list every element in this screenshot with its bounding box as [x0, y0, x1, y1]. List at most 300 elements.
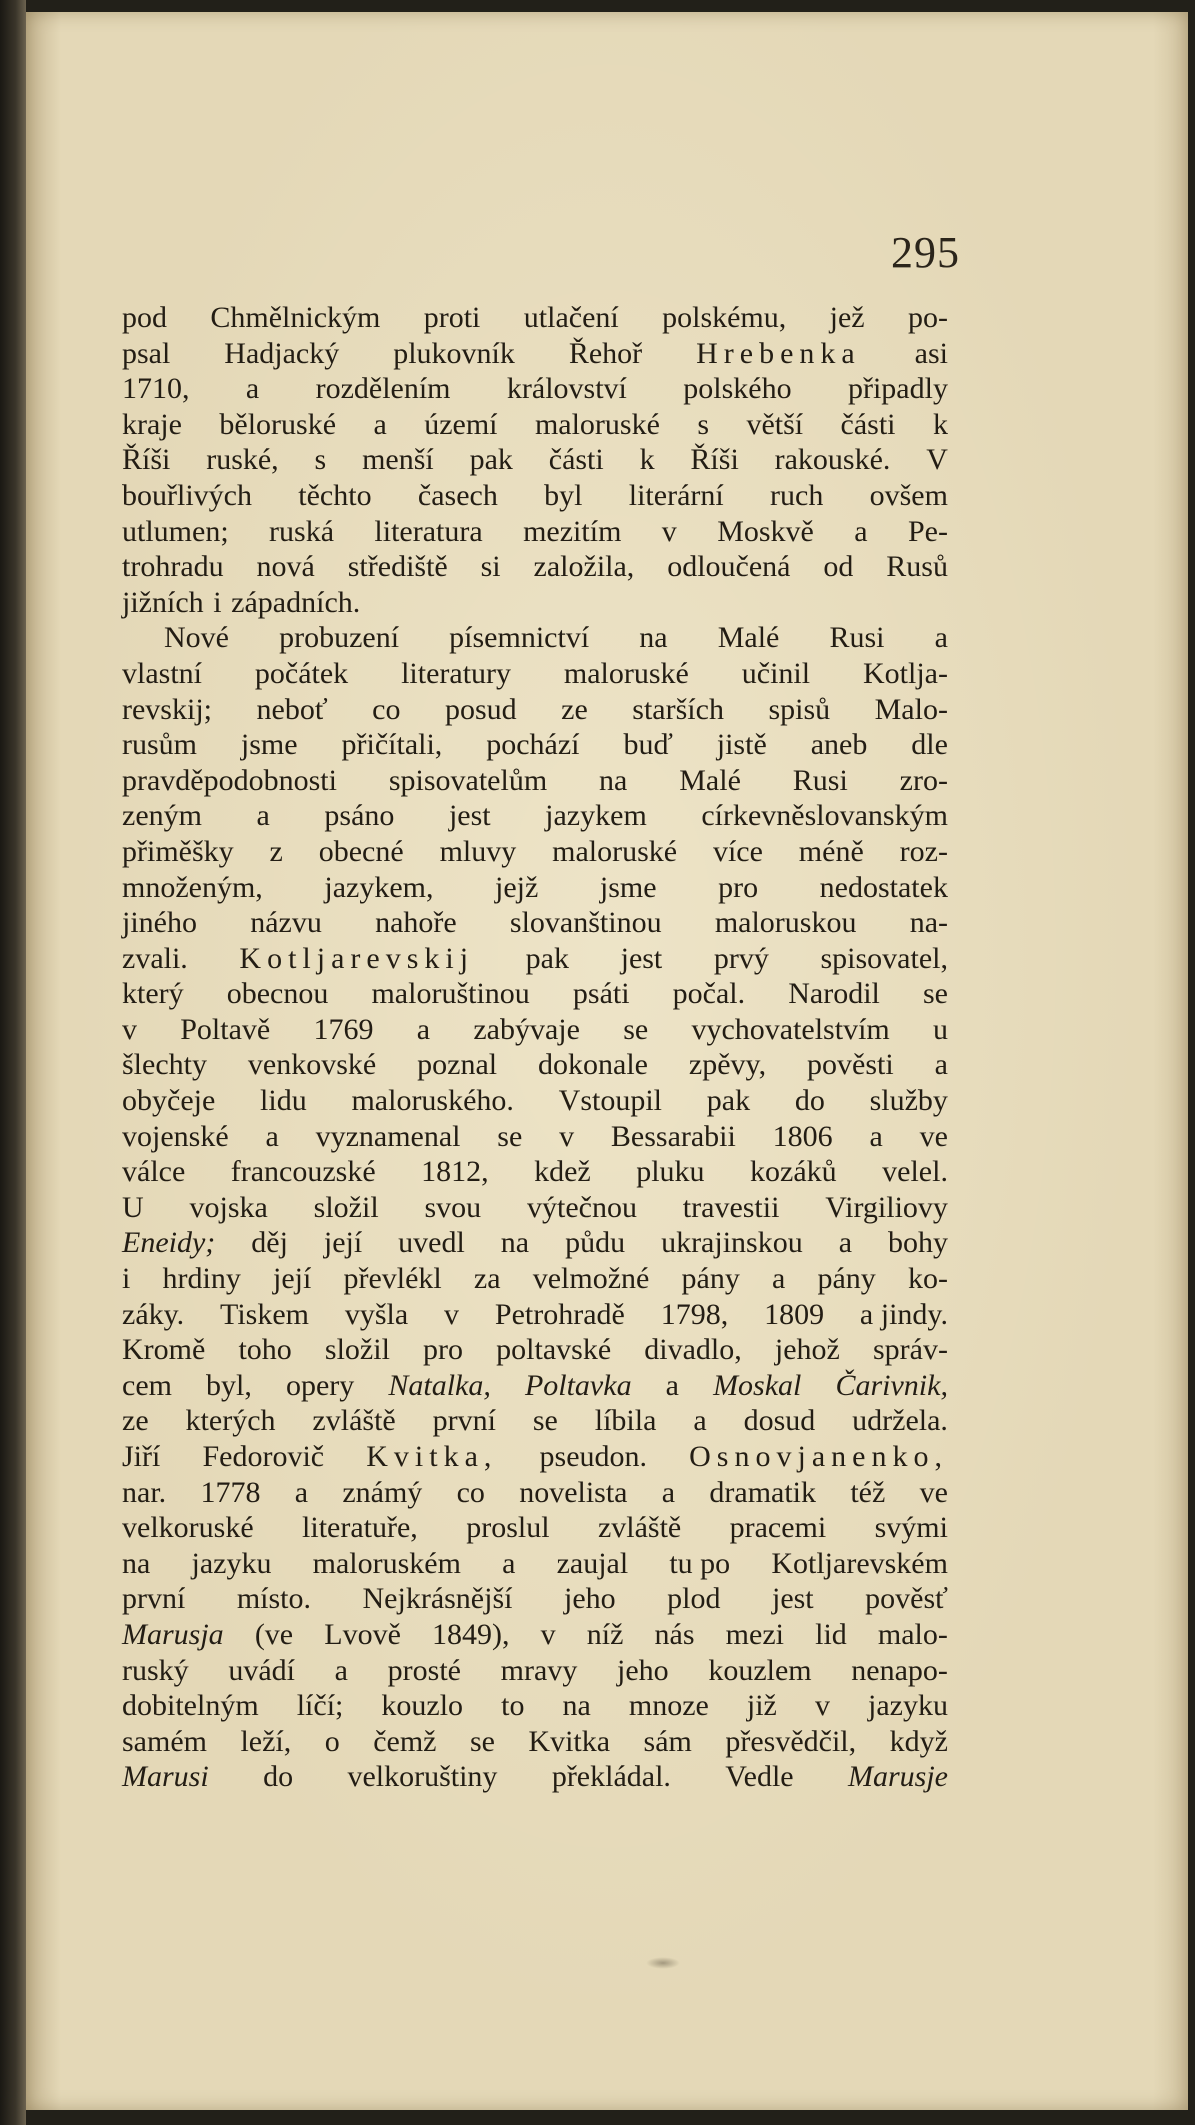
word: pochází — [486, 728, 580, 762]
word: polského — [683, 372, 792, 406]
word: líčí; — [296, 1689, 344, 1723]
word: svou — [424, 1190, 482, 1224]
text-line — [122, 1653, 948, 1689]
word: 1849), — [432, 1617, 510, 1651]
word: zvali. — [122, 941, 188, 975]
word: a — [665, 1368, 679, 1402]
text-line — [122, 798, 948, 834]
word: Vstoupil — [558, 1084, 663, 1118]
word: k — [932, 407, 948, 441]
word: travestii — [682, 1190, 780, 1224]
word: utlačení — [523, 301, 619, 334]
word: v — [540, 1617, 556, 1651]
word: počal. — [672, 977, 746, 1011]
word: Petrohradě — [494, 1297, 625, 1331]
word: velkoruské — [122, 1511, 254, 1545]
word: její — [323, 1226, 363, 1260]
spaced-name-word: Kotljarevskij — [239, 941, 475, 975]
word: literární — [628, 478, 724, 512]
italic-title-word: Marusje — [847, 1760, 948, 1794]
word: maloruské — [563, 656, 689, 690]
italic-title-word: Eneidy; — [122, 1226, 216, 1260]
word: mravy — [500, 1653, 578, 1687]
word: a — [245, 372, 260, 406]
word: lidu — [260, 1084, 307, 1118]
word: pro — [718, 870, 759, 904]
word: jižních — [122, 585, 204, 619]
word: kouzlem — [708, 1653, 812, 1687]
word: venkovské — [247, 1048, 377, 1082]
word: území — [424, 407, 498, 441]
word: a — [693, 1404, 707, 1438]
word: na — [500, 1226, 530, 1260]
word: proslul — [466, 1511, 550, 1545]
word: na — [599, 763, 628, 797]
text-line — [122, 1546, 948, 1582]
word: jež — [829, 301, 865, 334]
word: dle — [911, 728, 948, 762]
word: pro — [423, 1333, 464, 1367]
word: s — [314, 443, 327, 477]
word: Říši — [122, 443, 171, 477]
text-line — [122, 371, 948, 407]
word: maloruské — [534, 407, 660, 441]
word: pověsti — [807, 1048, 894, 1082]
word: bohy — [887, 1226, 948, 1260]
word: rakouské. — [774, 443, 891, 477]
word: jest — [448, 799, 491, 833]
word: méně — [798, 834, 864, 868]
word: novelista — [519, 1475, 628, 1509]
word: výtečnou — [527, 1190, 637, 1224]
word: rozdělením — [315, 372, 451, 406]
word: místo. — [236, 1582, 312, 1616]
word: maloruskou — [714, 906, 857, 940]
word: Kotljarevském — [771, 1546, 948, 1580]
word: i — [213, 585, 222, 619]
word: ve — [919, 1475, 948, 1509]
word: Pe- — [907, 514, 948, 548]
word: Kromě — [122, 1333, 206, 1367]
text-line — [122, 478, 948, 514]
text-line — [122, 1012, 948, 1048]
word: ovšem — [869, 478, 948, 512]
word: jazykem — [545, 799, 647, 833]
text-line — [122, 1332, 948, 1368]
paper-smudge — [646, 1957, 680, 1969]
word: Malé — [679, 763, 741, 797]
word: leží, — [240, 1724, 292, 1758]
word: a — [854, 514, 868, 548]
word: malo- — [877, 1617, 948, 1651]
word: těchto — [298, 478, 372, 512]
word: psal — [122, 336, 171, 370]
word: jejž — [495, 870, 539, 904]
word: dramatik — [709, 1475, 817, 1509]
word: ve — [919, 1119, 948, 1153]
page-text-body — [122, 300, 948, 1795]
word: líbila — [594, 1404, 657, 1438]
word: mnoze — [628, 1689, 709, 1723]
word: království — [506, 372, 627, 406]
word: vojenské — [122, 1119, 229, 1153]
text-line — [122, 1368, 948, 1404]
text-line — [122, 300, 948, 336]
word: a — [373, 407, 387, 441]
word: na- — [909, 906, 948, 940]
word: dosud — [743, 1404, 816, 1438]
word: literatuře, — [302, 1511, 418, 1545]
word: obyčeje — [122, 1084, 216, 1118]
word: a — [934, 1048, 948, 1082]
spaced-name-word: Osnovjanenko, — [689, 1440, 948, 1473]
word: přičítali, — [341, 728, 443, 762]
italic-title-word: Poltavka — [524, 1368, 632, 1402]
word: u — [932, 1012, 948, 1046]
word: maloruského. — [351, 1084, 514, 1118]
word: a — [934, 621, 948, 655]
word: části — [840, 407, 896, 441]
word: pracemi — [729, 1511, 827, 1545]
word: Malo- — [874, 692, 948, 726]
text-line — [122, 1154, 948, 1190]
word: ze — [561, 692, 588, 726]
word: jeho — [563, 1582, 616, 1616]
word: z — [269, 834, 283, 868]
word: Tiskem — [220, 1297, 309, 1331]
text-line — [122, 620, 948, 656]
word: opery — [285, 1368, 355, 1402]
word: Nejkrásnější — [362, 1582, 513, 1616]
word: rusům — [122, 728, 197, 762]
text-line — [122, 941, 948, 977]
word: pod — [122, 301, 167, 334]
word: v — [814, 1689, 830, 1723]
word: střediště — [347, 550, 448, 584]
text-line — [122, 1225, 948, 1261]
word: množeným, — [122, 870, 263, 904]
word: Moskvě — [717, 514, 814, 548]
word: jazyku — [867, 1689, 948, 1723]
word: a jindy. — [859, 1297, 948, 1331]
word: služby — [869, 1084, 948, 1118]
word: již — [746, 1689, 777, 1723]
text-line — [122, 1047, 948, 1083]
word: Rusů — [886, 550, 948, 584]
italic-title-word: Natalka, — [388, 1368, 491, 1402]
word: dobitelným — [122, 1689, 259, 1723]
word: počátek — [254, 656, 349, 690]
word: sám — [643, 1724, 692, 1758]
word: a — [502, 1546, 516, 1580]
word: když — [889, 1724, 948, 1758]
text-line — [122, 870, 948, 906]
page-number: 295 — [891, 228, 960, 277]
word: plod — [667, 1582, 721, 1616]
word: a — [771, 1262, 786, 1296]
text-line — [122, 1475, 948, 1511]
word: vojska — [189, 1190, 268, 1224]
word: válce — [122, 1155, 186, 1189]
word: divadlo, — [644, 1333, 742, 1367]
word: Říši — [690, 443, 739, 477]
word: polskému, — [662, 301, 787, 334]
word: udržela. — [852, 1404, 948, 1438]
word: mezi — [725, 1617, 784, 1651]
word: ruch — [770, 478, 824, 512]
word: části — [548, 443, 604, 477]
word: psáno — [324, 799, 395, 833]
word: vyšla — [344, 1297, 409, 1331]
word: proti — [423, 301, 481, 334]
word: Vedle — [725, 1760, 794, 1794]
word: a — [294, 1475, 309, 1509]
word: pseudon. — [539, 1440, 648, 1473]
word: Lvově — [324, 1617, 401, 1651]
word: pak — [525, 941, 569, 975]
word: tu po — [669, 1546, 731, 1580]
word: zeným — [122, 799, 202, 833]
word: založila, — [533, 550, 635, 584]
word: Bessarabii — [610, 1119, 736, 1153]
word: pravděpodobnosti — [122, 763, 337, 797]
word: níž — [586, 1617, 624, 1651]
word: lid — [815, 1617, 847, 1651]
word: i — [122, 1262, 131, 1296]
word: v — [122, 1012, 137, 1046]
word: nová — [256, 550, 315, 584]
word: do — [794, 1084, 825, 1118]
word: maloruském — [312, 1546, 461, 1580]
word: plukovník — [393, 336, 515, 370]
word: nar. — [122, 1475, 167, 1509]
word: západních. — [231, 585, 361, 619]
word: Chmělnickým — [210, 301, 381, 334]
word: utlumen; — [122, 514, 229, 548]
word: roz- — [899, 834, 948, 868]
word: svými — [874, 1511, 948, 1545]
word: na — [639, 621, 668, 655]
word: učinil — [741, 656, 811, 690]
word: 1769 — [313, 1012, 374, 1046]
word: též — [850, 1475, 886, 1509]
text-line — [122, 1119, 948, 1155]
word: ko- — [907, 1262, 948, 1296]
word: prosté — [387, 1653, 461, 1687]
word: kdež — [534, 1155, 591, 1189]
word: který — [122, 977, 184, 1011]
word: se — [532, 1404, 558, 1438]
word: maloruštinou — [371, 977, 530, 1011]
word: aneb — [810, 728, 868, 762]
word: časech — [417, 478, 498, 512]
word: jistě — [716, 728, 767, 762]
word: Kotlja- — [862, 656, 948, 690]
word: kraje — [122, 407, 182, 441]
text-line — [122, 1261, 948, 1297]
word: samém — [122, 1724, 207, 1758]
word: jiného — [122, 906, 197, 940]
word: literatura — [374, 514, 483, 548]
word: pány — [681, 1262, 740, 1296]
word: a — [838, 1226, 853, 1260]
word: nedostatek — [819, 870, 948, 904]
word: spisovatel, — [820, 941, 948, 975]
spaced-name-word: Hrebenka — [696, 336, 861, 370]
word: v — [661, 514, 677, 548]
word: asi — [914, 336, 948, 370]
word: nás — [654, 1617, 695, 1651]
word: přiměšky — [122, 834, 234, 868]
word: její — [272, 1262, 312, 1296]
italic-title-word: Moskal — [713, 1368, 802, 1402]
word: spisů — [768, 692, 831, 726]
text-line — [122, 656, 948, 692]
word: v — [559, 1119, 575, 1153]
spaced-name-word: Kvitka, — [366, 1440, 498, 1473]
word: 1798, — [660, 1297, 729, 1331]
word: ruská — [269, 514, 335, 548]
text-line — [122, 585, 948, 621]
word: Poltavě — [180, 1012, 271, 1046]
word: literatury — [401, 656, 512, 690]
word: ruské, — [206, 443, 279, 477]
word: menší — [362, 443, 434, 477]
word: pak — [706, 1084, 751, 1118]
text-line — [122, 1083, 948, 1119]
word: toho — [238, 1333, 292, 1367]
word: záky. — [122, 1297, 185, 1331]
word: jazyku — [191, 1546, 272, 1580]
word: děj — [251, 1226, 288, 1260]
italic-title-word: Marusja — [122, 1617, 224, 1651]
word: spisovatelům — [388, 763, 548, 797]
word: Nové — [164, 621, 229, 655]
word: od — [823, 550, 854, 584]
word: na — [562, 1689, 591, 1723]
word: pověsť — [865, 1582, 948, 1616]
italic-title-word: Marusi — [122, 1760, 209, 1794]
word: písemnictví — [449, 621, 590, 655]
word: se — [623, 1012, 649, 1046]
word: velmožné — [532, 1262, 650, 1296]
word: francouzské — [230, 1155, 376, 1189]
text-line — [122, 1297, 948, 1333]
word: prvý — [713, 941, 769, 975]
text-line — [122, 1759, 948, 1795]
word: Narodil — [788, 977, 880, 1011]
word: první — [432, 1404, 496, 1438]
word: V — [926, 443, 948, 477]
word: zpěvy, — [688, 1048, 767, 1082]
word: připadly — [847, 372, 948, 406]
text-line — [122, 514, 948, 550]
word: zro- — [899, 763, 948, 797]
word: jsme — [599, 870, 657, 904]
word: k — [639, 443, 655, 477]
word: byl — [544, 478, 583, 512]
text-line — [122, 692, 948, 728]
word: Virgiliovy — [825, 1190, 948, 1224]
word: 1809 — [764, 1297, 825, 1331]
word: a — [869, 1119, 883, 1153]
word: posud — [444, 692, 517, 726]
word: (ve — [254, 1617, 294, 1651]
text-line — [122, 727, 948, 763]
word: vlastní — [122, 656, 202, 690]
word: jehož — [774, 1333, 840, 1367]
word: vyznamenal — [315, 1119, 461, 1153]
word: cem — [122, 1368, 172, 1402]
word: co — [456, 1475, 485, 1509]
word: a — [256, 799, 270, 833]
word: buď — [623, 728, 673, 762]
word: 1710, — [122, 372, 190, 406]
word: revskij; — [122, 692, 212, 726]
text-line — [122, 1403, 948, 1439]
text-line — [122, 763, 948, 799]
word: to — [501, 1689, 525, 1723]
word: ze — [122, 1404, 149, 1438]
word: mezitím — [523, 514, 622, 548]
word: půdu — [565, 1226, 626, 1260]
word: uvádí — [228, 1653, 295, 1687]
word: složil — [324, 1333, 390, 1367]
word: a — [334, 1653, 348, 1687]
word: složil — [313, 1190, 379, 1224]
word: 1812, — [421, 1155, 489, 1189]
text-line — [122, 1724, 948, 1760]
word: si — [480, 550, 501, 584]
word: vychovatelstvím — [691, 1012, 890, 1046]
word: se — [469, 1724, 495, 1758]
word: Fedorovič — [202, 1440, 325, 1473]
word: správ- — [872, 1333, 948, 1367]
word: psáti — [572, 977, 630, 1011]
word: běloruské — [219, 407, 337, 441]
word: maloruské — [552, 834, 678, 868]
text-line — [122, 976, 948, 1012]
word: zvláště — [312, 1404, 396, 1438]
word: Jiří — [122, 1440, 161, 1473]
word: jest — [620, 941, 663, 975]
word: církevněslovanským — [701, 799, 948, 833]
word: první — [122, 1582, 186, 1616]
word: se — [497, 1119, 523, 1153]
word: Malé — [717, 621, 780, 655]
word: Kvitka — [528, 1724, 611, 1758]
word: jeho — [616, 1653, 669, 1687]
text-line — [122, 905, 948, 941]
text-line — [122, 1510, 948, 1546]
word: poltavské — [496, 1333, 612, 1367]
word: ruský — [122, 1653, 189, 1687]
word: po- — [908, 301, 948, 334]
text-line — [122, 407, 948, 443]
text-line — [122, 1439, 948, 1475]
word: známý — [342, 1475, 423, 1509]
word: zaujal — [556, 1546, 629, 1580]
word: odloučená — [667, 550, 791, 584]
word: více — [712, 834, 763, 868]
text-line — [122, 1581, 948, 1617]
word: velkoruštiny — [347, 1760, 498, 1794]
word: dokonale — [538, 1048, 648, 1082]
text-line — [122, 549, 948, 585]
word: mluvy — [439, 834, 517, 868]
word: a — [416, 1012, 431, 1046]
text-line — [122, 834, 948, 870]
